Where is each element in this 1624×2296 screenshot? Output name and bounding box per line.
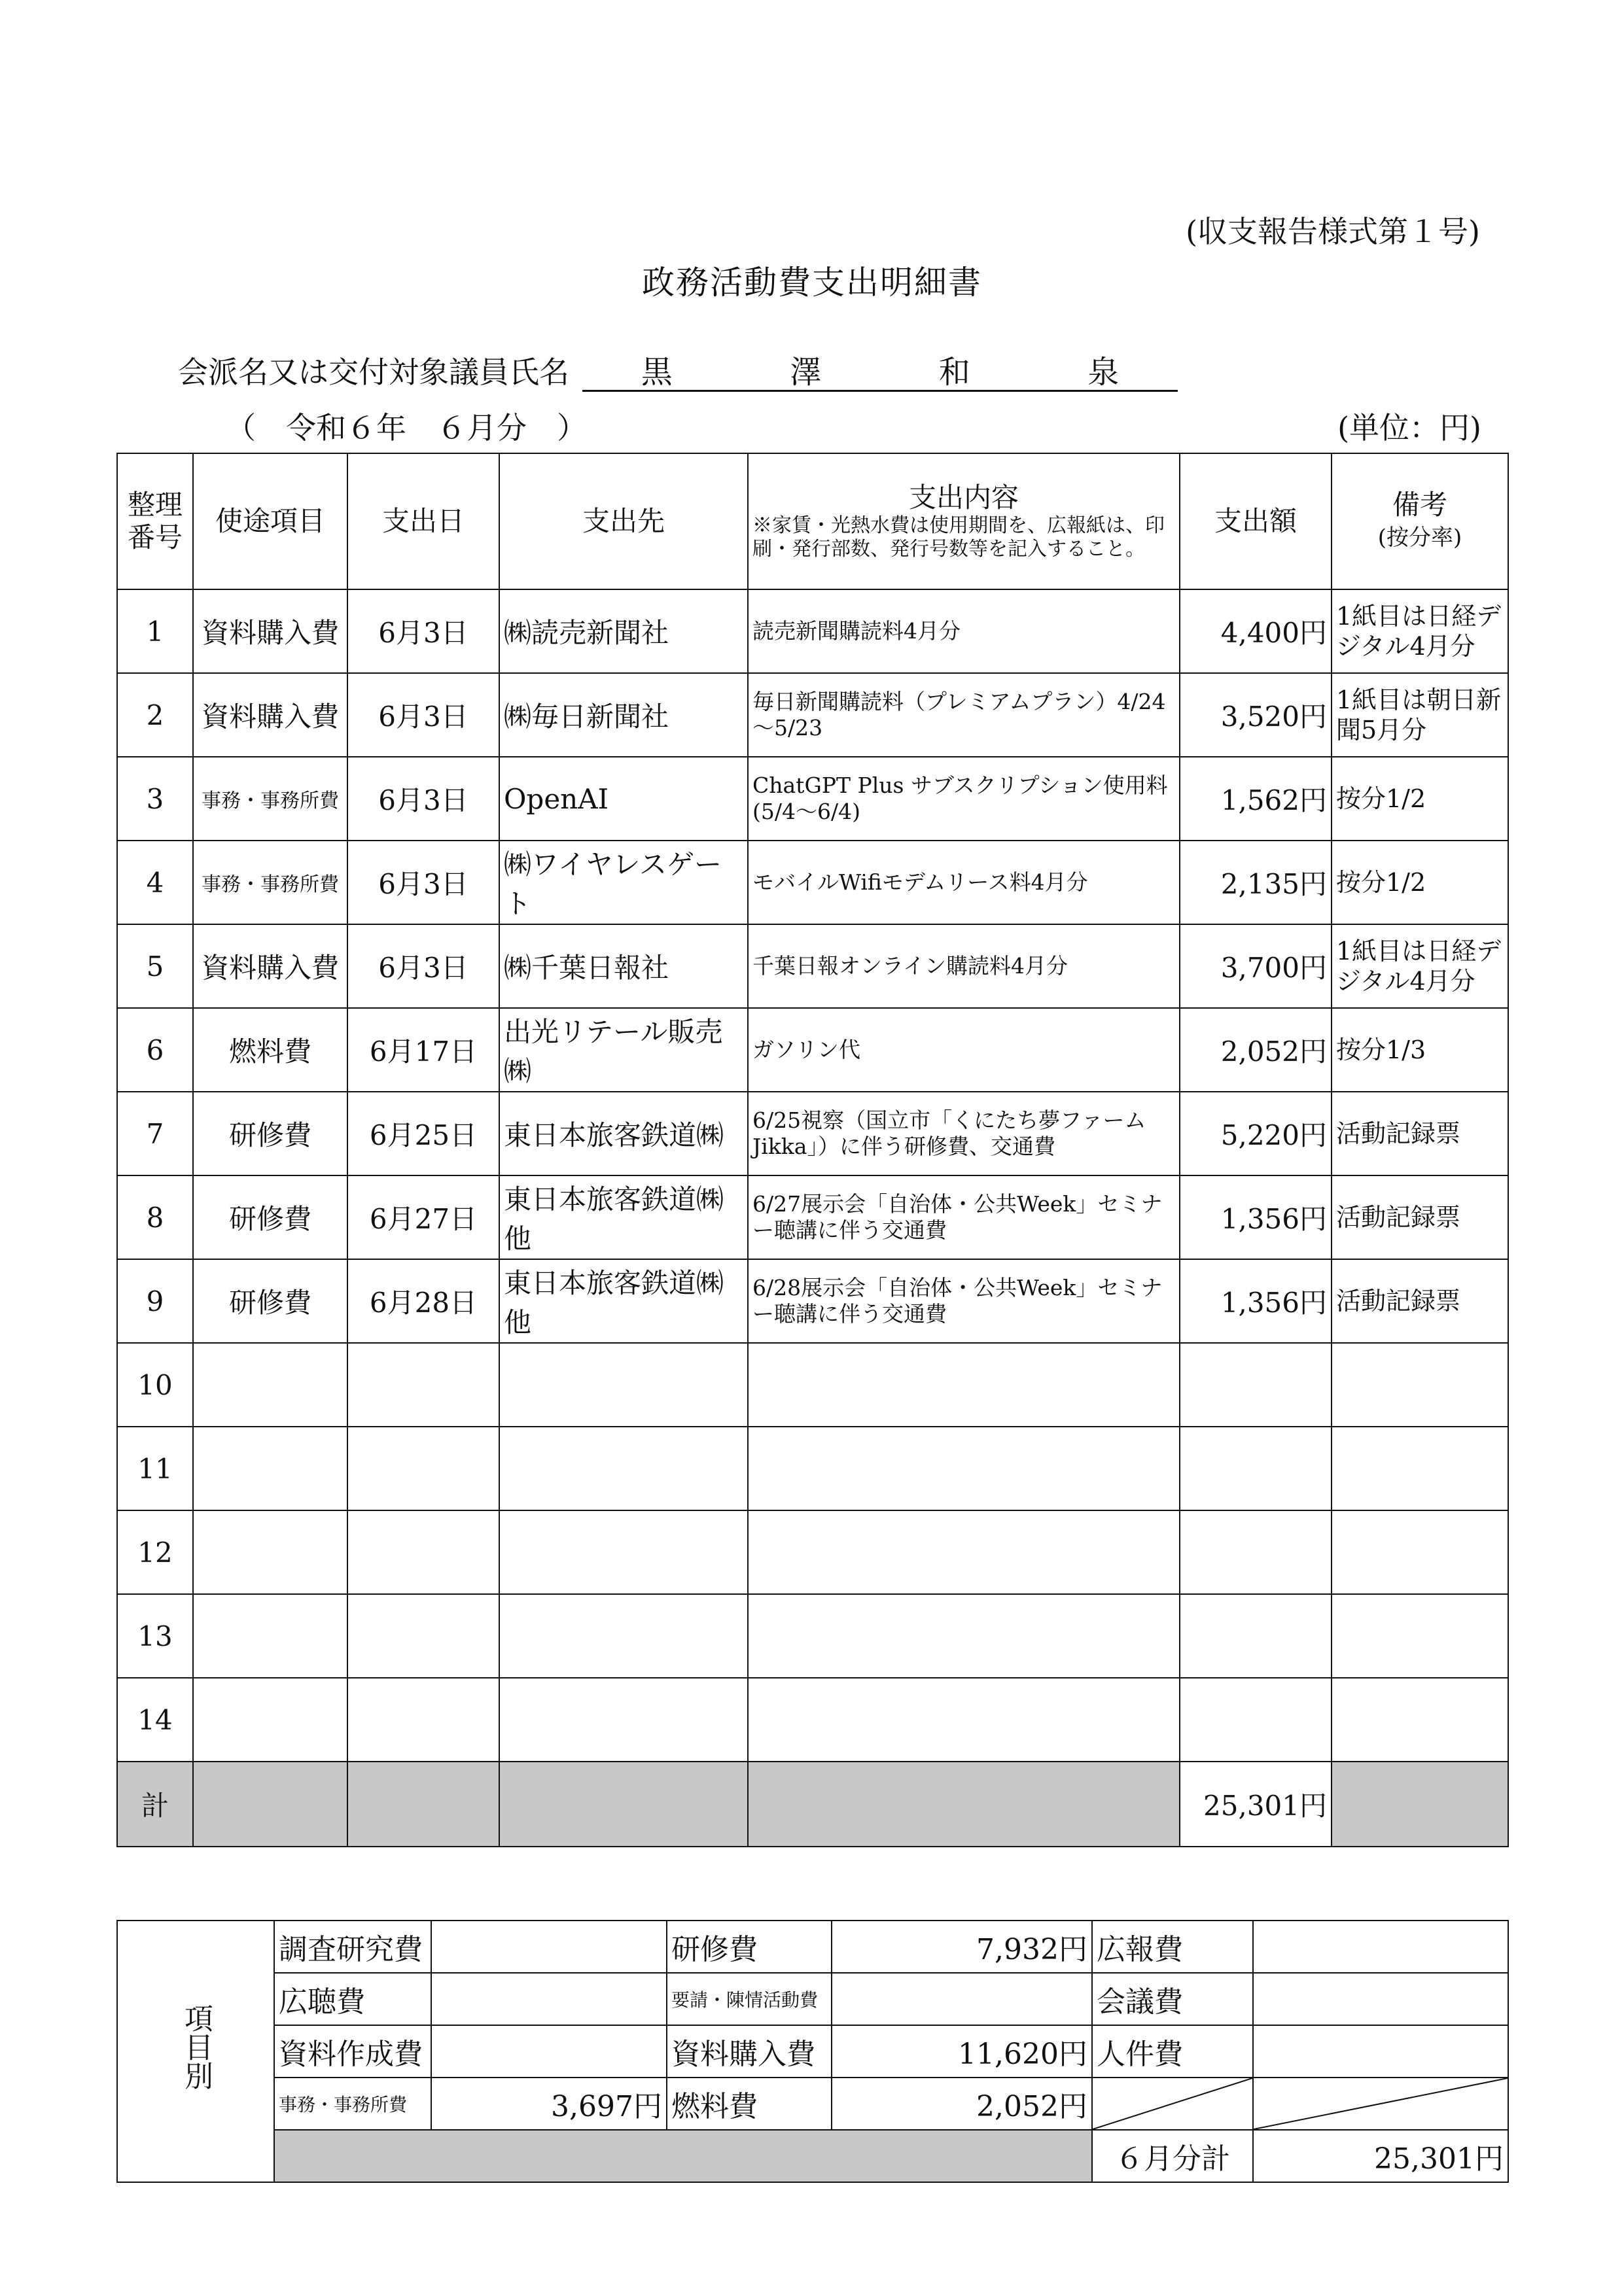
sum-label: 資料購入費 xyxy=(667,2025,832,2078)
total-empty xyxy=(748,1762,1180,1847)
sum-label: 調査研究費 xyxy=(274,1921,431,1973)
row-category: 資料購入費 xyxy=(193,673,347,757)
row-date: 6月17日 xyxy=(347,1008,499,1092)
row-remarks: 活動記録票 xyxy=(1332,1175,1508,1259)
row-date: 6月28日 xyxy=(347,1259,499,1343)
side-label-text: 項目別 xyxy=(179,2003,213,2090)
row-amount xyxy=(1180,1678,1332,1762)
member-name-char: 澤 xyxy=(790,354,822,391)
row-category xyxy=(193,1594,347,1678)
sum-value: 11,620円 xyxy=(832,2025,1092,2078)
row-amount xyxy=(1180,1343,1332,1427)
table-row xyxy=(117,589,1508,673)
row-remarks: 按分1/2 xyxy=(1332,757,1508,841)
row-payee: 東日本旅客鉄道㈱ 他 xyxy=(499,1175,748,1259)
col-content-note: ※家賃・光熱水費は使用期間を、広報紙は、印刷・発行部数、発行号数等を記入すること。 xyxy=(752,514,1165,561)
member-name-char: 黒 xyxy=(641,354,673,391)
sum-label: 会議費 xyxy=(1092,1973,1253,2025)
report-period: （ 令和６年 ６月分 ） xyxy=(226,410,587,445)
total-row xyxy=(117,1762,1508,1847)
row-amount: 4,400円 xyxy=(1180,589,1332,673)
diagonal-slash-icon xyxy=(1093,2078,1252,2129)
row-no: 8 xyxy=(117,1175,193,1259)
row-content: 6/25視察（国立市「くにたち夢ファームJikka」）に伴う研修費、交通費 xyxy=(748,1092,1180,1175)
month-total: 25,301円 xyxy=(1253,2130,1508,2182)
sum-label: 資料作成費 xyxy=(274,2025,431,2078)
row-remarks: 按分1/2 xyxy=(1332,841,1508,924)
row-no: 7 xyxy=(117,1092,193,1175)
row-no: 13 xyxy=(117,1594,193,1678)
sum-label: 事務・事務所費 xyxy=(274,2078,431,2130)
row-remarks: 活動記録票 xyxy=(1332,1259,1508,1343)
row-remarks xyxy=(1332,1343,1508,1427)
row-no: 5 xyxy=(117,924,193,1008)
row-amount: 1,356円 xyxy=(1180,1175,1332,1259)
expense-table xyxy=(116,453,1509,1847)
row-payee: ㈱千葉日報社 xyxy=(499,924,748,1008)
row-no: 3 xyxy=(117,757,193,841)
row-amount: 3,700円 xyxy=(1180,924,1332,1008)
month-total-label: ６月分計 xyxy=(1092,2130,1253,2182)
sum-value xyxy=(431,1921,667,1973)
page-title: 政務活動費支出明細書 xyxy=(642,264,982,302)
sum-label: 広報費 xyxy=(1092,1921,1253,1973)
sum-label: 広聴費 xyxy=(274,1973,431,2025)
row-date: 6月3日 xyxy=(347,673,499,757)
row-category: 燃料費 xyxy=(193,1008,347,1092)
row-remarks: 按分1/3 xyxy=(1332,1008,1508,1092)
row-no: 6 xyxy=(117,1008,193,1092)
summary-shaded xyxy=(274,2130,1092,2182)
row-content: ガソリン代 xyxy=(748,1008,1180,1092)
row-remarks: 活動記録票 xyxy=(1332,1092,1508,1175)
sum-value xyxy=(431,1973,667,2025)
row-amount: 2,135円 xyxy=(1180,841,1332,924)
diagonal-slash-icon xyxy=(1254,2078,1508,2129)
row-category xyxy=(193,1510,347,1594)
row-content: 読売新聞購読料4月分 xyxy=(748,589,1180,673)
row-payee: ㈱ワイヤレスゲート xyxy=(499,841,748,924)
row-payee xyxy=(499,1594,748,1678)
col-payee: 支出先 xyxy=(499,453,748,589)
member-name xyxy=(582,347,1178,392)
table-row xyxy=(117,673,1508,757)
row-category: 事務・事務所費 xyxy=(193,757,347,841)
row-remarks: 1紙目は朝日新聞5月分 xyxy=(1332,673,1508,757)
form-number: (収支報告様式第１号) xyxy=(1186,214,1480,249)
row-date xyxy=(347,1678,499,1762)
row-category: 研修費 xyxy=(193,1259,347,1343)
row-category: 研修費 xyxy=(193,1092,347,1175)
member-label: 会派名又は交付対象議員氏名 xyxy=(178,355,569,390)
row-date: 6月27日 xyxy=(347,1175,499,1259)
total-empty xyxy=(193,1762,347,1847)
col-amount: 支出額 xyxy=(1180,453,1332,589)
sum-value: 2,052円 xyxy=(832,2078,1092,2130)
row-remarks xyxy=(1332,1510,1508,1594)
row-date xyxy=(347,1510,499,1594)
row-content xyxy=(748,1427,1180,1510)
table-row xyxy=(117,1008,1508,1092)
col-no: 整理番号 xyxy=(117,453,193,589)
total-empty xyxy=(1332,1762,1508,1847)
row-content: 千葉日報オンライン購読料4月分 xyxy=(748,924,1180,1008)
row-date: 6月3日 xyxy=(347,841,499,924)
row-amount xyxy=(1180,1427,1332,1510)
row-content: 6/28展示会「自治体・公共Week」セミナー聴講に伴う交通費 xyxy=(748,1259,1180,1343)
row-remarks: 1紙目は日経デジタル4月分 xyxy=(1332,924,1508,1008)
row-date xyxy=(347,1594,499,1678)
row-no: 10 xyxy=(117,1343,193,1427)
row-date xyxy=(347,1427,499,1510)
row-content xyxy=(748,1343,1180,1427)
table-row xyxy=(117,1343,1508,1427)
row-payee: 東日本旅客鉄道㈱ xyxy=(499,1092,748,1175)
total-label: 計 xyxy=(117,1762,193,1847)
sum-label: 研修費 xyxy=(667,1921,832,1973)
col-content-title: 支出内容 xyxy=(908,481,1019,513)
table-row xyxy=(117,1427,1508,1510)
row-content xyxy=(748,1510,1180,1594)
row-content: ChatGPT Plus サブスクリプション使用料 (5/4～6/4) xyxy=(748,757,1180,841)
row-no: 4 xyxy=(117,841,193,924)
row-no: 12 xyxy=(117,1510,193,1594)
member-name-char: 泉 xyxy=(1087,354,1120,391)
row-date: 6月3日 xyxy=(347,924,499,1008)
row-content xyxy=(748,1594,1180,1678)
row-payee xyxy=(499,1678,748,1762)
row-category xyxy=(193,1343,347,1427)
table-row xyxy=(117,1175,1508,1259)
total-empty xyxy=(347,1762,499,1847)
row-content: 毎日新聞購読料（プレミアムプラン）4/24～5/23 xyxy=(748,673,1180,757)
row-amount: 1,356円 xyxy=(1180,1259,1332,1343)
row-payee: ㈱毎日新聞社 xyxy=(499,673,748,757)
table-row xyxy=(117,1259,1508,1343)
row-payee xyxy=(499,1427,748,1510)
row-payee: 出光リテール販売㈱ xyxy=(499,1008,748,1092)
table-row xyxy=(117,841,1508,924)
sum-value xyxy=(1253,1921,1508,1973)
col-remarks xyxy=(1332,453,1508,589)
col-remarks-sub: (按分率) xyxy=(1377,525,1462,551)
row-category: 資料購入費 xyxy=(193,924,347,1008)
row-content xyxy=(748,1678,1180,1762)
row-amount: 1,562円 xyxy=(1180,757,1332,841)
row-category: 研修費 xyxy=(193,1175,347,1259)
row-date: 6月3日 xyxy=(347,589,499,673)
sum-value xyxy=(1253,1973,1508,2025)
table-row xyxy=(117,1510,1508,1594)
sum-value: 7,932円 xyxy=(832,1921,1092,1973)
sum-value: 3,697円 xyxy=(431,2078,667,2130)
crossed-cell xyxy=(1092,2078,1253,2130)
row-no: 9 xyxy=(117,1259,193,1343)
row-content: モバイルWifiモデムリース料4月分 xyxy=(748,841,1180,924)
table-header xyxy=(117,453,1508,589)
row-no: 11 xyxy=(117,1427,193,1510)
row-amount xyxy=(1180,1510,1332,1594)
summary-table xyxy=(116,1920,1509,2183)
col-category: 使途項目 xyxy=(193,453,347,589)
row-no: 14 xyxy=(117,1678,193,1762)
row-category xyxy=(193,1678,347,1762)
sum-label: 人件費 xyxy=(1092,2025,1253,2078)
row-remarks: 1紙目は日経デジタル4月分 xyxy=(1332,589,1508,673)
table-body xyxy=(117,589,1508,1762)
member-name-char: 和 xyxy=(938,354,970,391)
row-no: 1 xyxy=(117,589,193,673)
row-payee xyxy=(499,1510,748,1594)
row-category: 資料購入費 xyxy=(193,589,347,673)
table-row xyxy=(117,1678,1508,1762)
row-amount: 3,520円 xyxy=(1180,673,1332,757)
sum-label: 要請・陳情活動費 xyxy=(667,1973,832,2025)
col-content xyxy=(748,453,1180,589)
row-category: 事務・事務所費 xyxy=(193,841,347,924)
crossed-cell xyxy=(1253,2078,1508,2130)
row-payee xyxy=(499,1343,748,1427)
sum-value xyxy=(832,1973,1092,2025)
sum-value xyxy=(431,2025,667,2078)
row-date: 6月25日 xyxy=(347,1092,499,1175)
row-amount: 2,052円 xyxy=(1180,1008,1332,1092)
col-date: 支出日 xyxy=(347,453,499,589)
total-empty xyxy=(499,1762,748,1847)
row-no: 2 xyxy=(117,673,193,757)
row-date xyxy=(347,1343,499,1427)
row-amount: 5,220円 xyxy=(1180,1092,1332,1175)
sum-label: 燃料費 xyxy=(667,2078,832,2130)
row-amount xyxy=(1180,1594,1332,1678)
row-content: 6/27展示会「自治体・公共Week」セミナー聴講に伴う交通費 xyxy=(748,1175,1180,1259)
row-payee: OpenAI xyxy=(499,757,748,841)
table-row xyxy=(117,757,1508,841)
row-remarks xyxy=(1332,1678,1508,1762)
sum-value xyxy=(1253,2025,1508,2078)
unit-label: (単位：円) xyxy=(1337,410,1481,445)
row-payee: ㈱読売新聞社 xyxy=(499,589,748,673)
table-row xyxy=(117,1092,1508,1175)
summary-side-label xyxy=(117,1921,274,2182)
row-payee: 東日本旅客鉄道㈱ 他 xyxy=(499,1259,748,1343)
table-row xyxy=(117,924,1508,1008)
table-row xyxy=(117,1594,1508,1678)
row-category xyxy=(193,1427,347,1510)
col-remarks-title: 備考 xyxy=(1392,489,1447,521)
row-remarks xyxy=(1332,1427,1508,1510)
row-date: 6月3日 xyxy=(347,757,499,841)
total-amount: 25,301円 xyxy=(1180,1762,1332,1847)
row-remarks xyxy=(1332,1594,1508,1678)
